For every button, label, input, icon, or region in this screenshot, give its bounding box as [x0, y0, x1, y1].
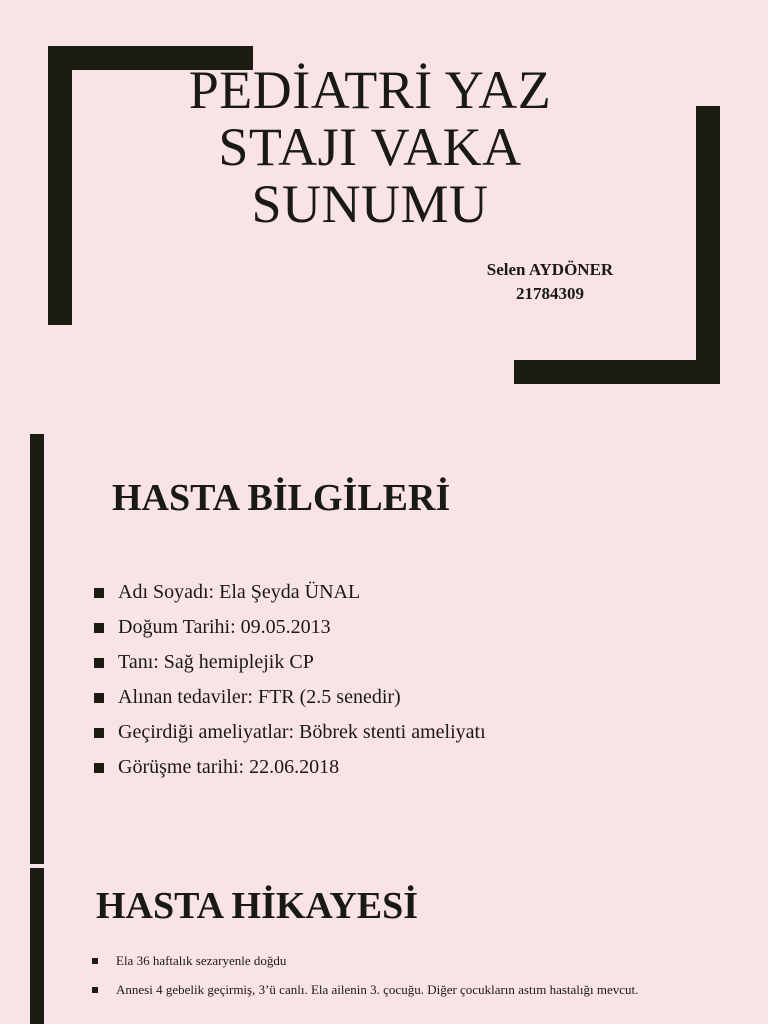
author-name: Selen AYDÖNER	[486, 260, 614, 279]
list-item: Geçirdiği ameliyatlar: Böbrek stenti ameliyatı	[92, 715, 486, 750]
bullet-square-icon	[92, 958, 98, 964]
list-item: Adı Soyadı: Ela Şeyda ÜNAL	[92, 575, 486, 610]
bullet-square-icon	[94, 763, 104, 773]
bullet-square-icon	[94, 623, 104, 633]
bullet-square-icon	[94, 588, 104, 598]
patient-info-list	[92, 575, 486, 785]
title-slide	[0, 0, 768, 420]
author-id: 21784309	[516, 284, 584, 303]
title-line-1: PEDİATRİ YAZ	[188, 60, 552, 120]
patient-history-list	[92, 953, 732, 1011]
title-line-3: SUNUMU	[251, 174, 489, 234]
bullet-square-icon	[92, 987, 98, 993]
patient-info-slide	[0, 420, 768, 864]
patient-info-heading: HASTA BİLGİLERİ	[112, 477, 451, 519]
list-item: Annesi 4 gebelik geçirmiş, 3’ü canlı. Ela ailenin 3. çocuğu. Diğer çocukların astım hastalığı mevcut.	[92, 982, 732, 998]
frame-bottom-right-vertical	[696, 106, 720, 384]
left-accent-bar	[30, 434, 44, 864]
list-item: Alınan tedaviler: FTR (2.5 senedir)	[92, 680, 486, 715]
patient-history-slide	[0, 864, 768, 1024]
bullet-square-icon	[94, 693, 104, 703]
bullet-square-icon	[94, 658, 104, 668]
frame-bottom-right-horizontal	[514, 360, 720, 384]
author-block	[420, 258, 680, 306]
left-accent-bar	[30, 868, 44, 1024]
bullet-square-icon	[94, 728, 104, 738]
patient-history-heading: HASTA HİKAYESİ	[96, 885, 419, 927]
frame-top-left-vertical	[48, 46, 72, 325]
list-item: Ela 36 haftalık sezaryenle doğdu	[92, 953, 732, 969]
list-item: Görüşme tarihi: 22.06.2018	[92, 750, 486, 785]
title-line-2: STAJI VAKA	[218, 117, 522, 177]
presentation-title	[150, 62, 590, 233]
list-item: Tanı: Sağ hemiplejik CP	[92, 645, 486, 680]
list-item: Doğum Tarihi: 09.05.2013	[92, 610, 486, 645]
